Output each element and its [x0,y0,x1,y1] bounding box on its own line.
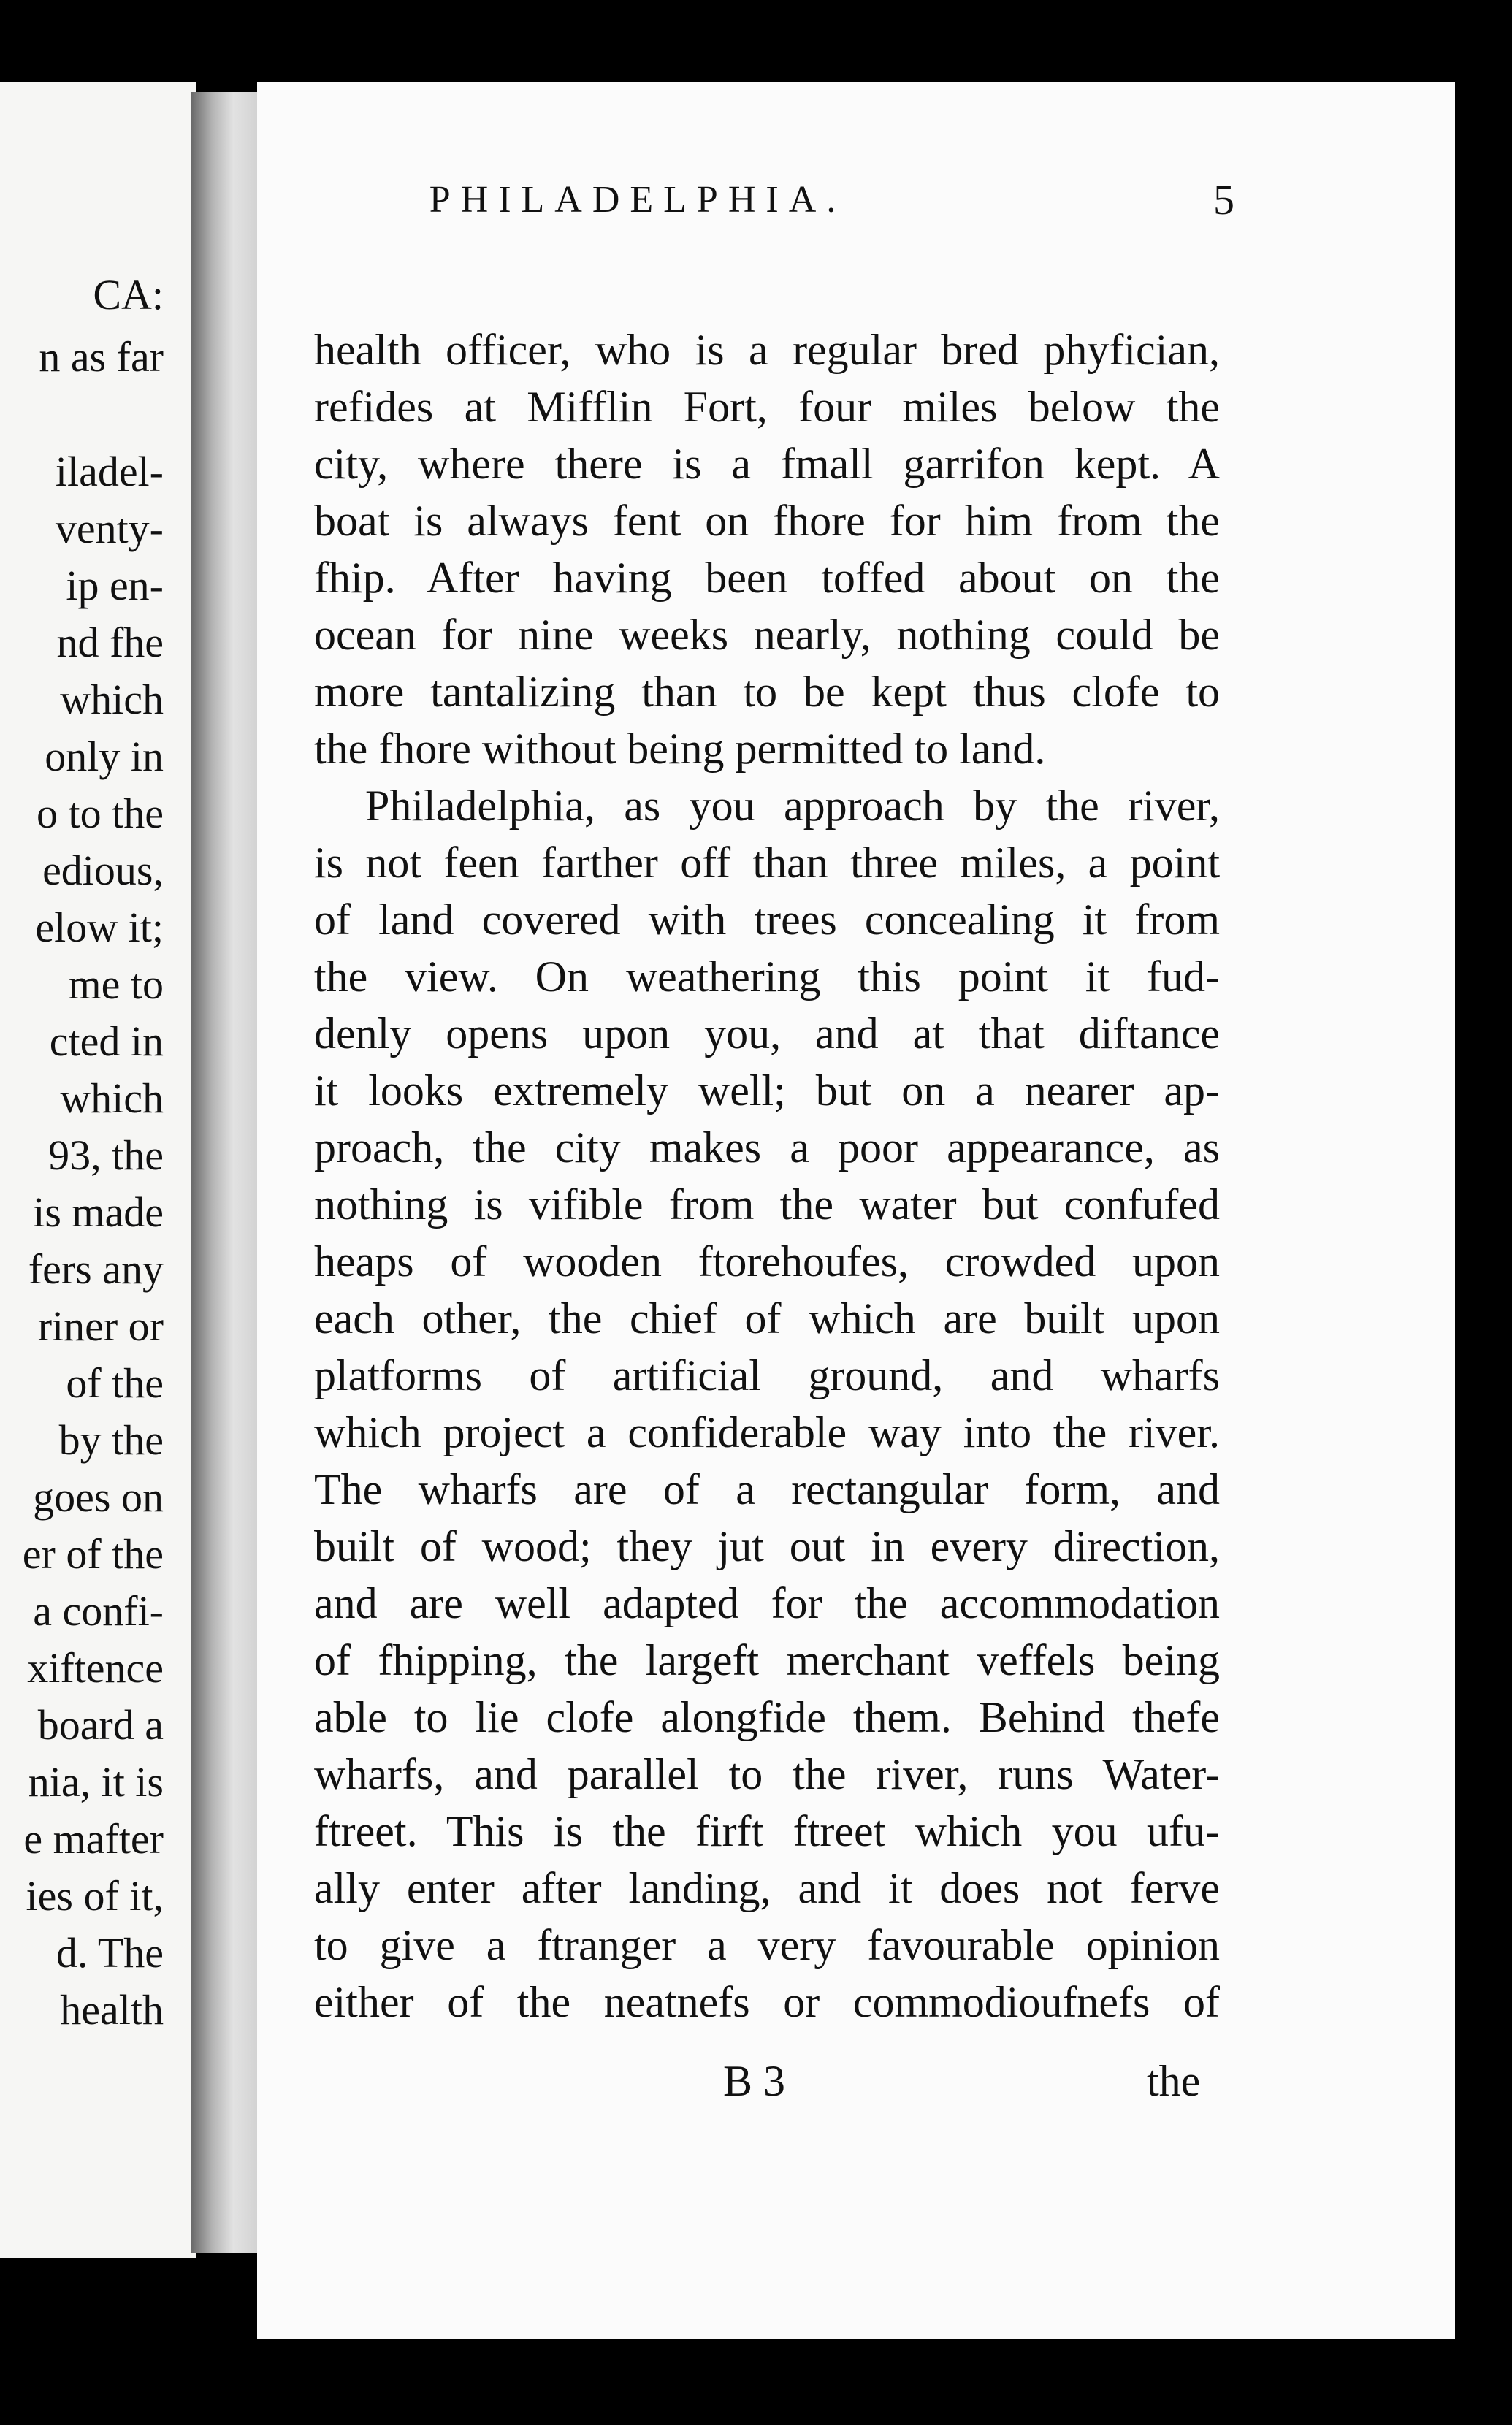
catchword: the [1147,2057,1201,2105]
left-page-line: ies of it, [26,1872,164,1920]
text-line: ally enter after landing, and it does not ferve [314,1864,1220,1912]
left-page-line: fers any [28,1245,164,1293]
left-page-line: iladel- [55,448,164,495]
text-line: built of wood; they jut out in every direction, [314,1522,1220,1570]
left-page-line: goes on [33,1473,164,1521]
text-line: platforms of artificial ground, and wharfs [314,1351,1220,1399]
left-page-line: xiftence [27,1644,164,1692]
left-page-line: a confi- [33,1587,164,1635]
left-page-line: only in [45,733,164,780]
left-page-line: e mafter [23,1815,164,1863]
text-line: denly opens upon you, and at that diftance [314,1009,1220,1058]
text-line: each other, the chief of which are built upon [314,1294,1220,1343]
text-line: proach, the city makes a poor appearance, as [314,1123,1220,1172]
left-page-line: which [60,676,164,723]
text-line: Philadelphia, as you approach by the river, [365,782,1220,830]
left-page-line: is made [33,1188,164,1236]
book-gutter [191,92,261,2253]
text-line: of fhipping, the largeft merchant veffels being [314,1636,1220,1684]
text-line: and are well adapted for the accommodation [314,1579,1220,1627]
left-page-line: 93, the [48,1131,164,1179]
text-line: heaps of wooden ftorehoufes, crowded upon [314,1237,1220,1286]
text-line: The wharfs are of a rectangular form, and [314,1465,1220,1513]
text-line: the fhore without being permitted to land. [314,725,1046,773]
left-page-line: n as far [39,333,164,381]
running-head: PHILADELPHIA. [429,179,847,221]
left-page-line: nia, it is [28,1758,164,1806]
left-page-text [0,82,196,2258]
signature-mark: B 3 [723,2057,786,2105]
text-line: the view. On weathering this point it fud- [314,952,1220,1001]
body-text [314,321,1220,2031]
left-page-line: health [60,1986,164,2033]
left-page-line: edious, [42,847,164,894]
text-line: of land covered with trees concealing it from [314,895,1220,944]
text-line: more tantalizing than to be kept thus clofe to [314,668,1220,716]
text-line: city, where there is a fmall garrifon kept. A [314,440,1220,488]
left-page-line: of the [66,1359,164,1407]
text-line: fhip. After having been toffed about on the [314,554,1220,602]
text-line: nothing is vifible from the water but confufed [314,1180,1220,1229]
text-line: refides at Mifflin Fort, four miles below the [314,383,1220,431]
left-page-line: board a [37,1701,164,1749]
left-page-line: d. The [56,1929,164,1977]
text-line: ftreet. This is the firft ftreet which you ufu- [314,1807,1220,1855]
text-line: boat is always fent on fhore for him from the [314,497,1220,545]
left-page-line: venty- [55,505,164,552]
left-page [0,82,196,2258]
left-page-line: CA: [93,271,164,318]
left-page-line: nd fhe [56,619,164,666]
text-line: either of the neatnefs or commodioufnefs of [314,1978,1220,2026]
left-page-line: cted in [49,1017,164,1065]
text-line: which project a confiderable way into the river. [314,1408,1220,1456]
left-page-line: er of the [22,1530,164,1578]
text-line: wharfs, and parallel to the river, runs Water- [314,1750,1220,1798]
page-number: 5 [1213,176,1234,224]
left-page-line: by the [58,1416,164,1464]
left-page-line: ip en- [66,562,164,609]
left-page-line: riner or [37,1302,164,1350]
text-line: is not feen farther off than three miles, a point [314,839,1220,887]
text-line: it looks extremely well; but on a nearer ap- [314,1066,1220,1115]
text-line: to give a ftranger a very favourable opinion [314,1921,1220,1969]
left-page-line: which [60,1074,164,1122]
left-page-line: me to [68,961,164,1008]
text-line: health officer, who is a regular bred phyfician, [314,326,1220,374]
text-line: able to lie clofe alongfide them. Behind thefe [314,1693,1220,1741]
left-page-line: o to the [37,790,164,837]
left-page-line: elow it; [35,904,164,951]
text-line: ocean for nine weeks nearly, nothing could be [314,611,1220,659]
